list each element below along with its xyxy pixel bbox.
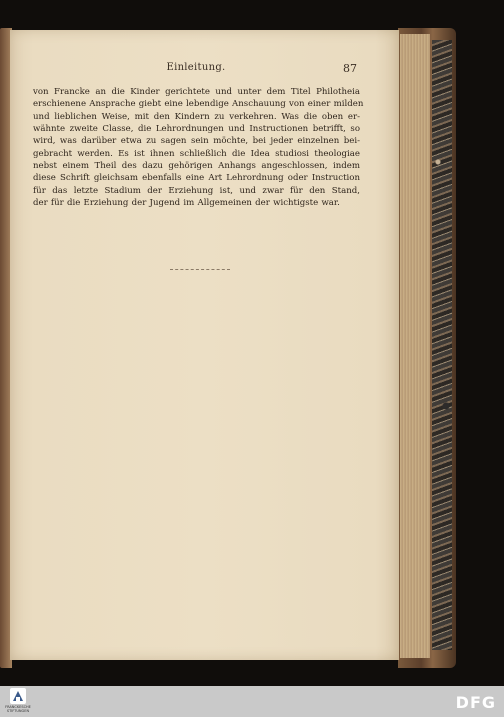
library-logo[interactable] <box>4 688 32 715</box>
text-line: nebst einem Theil des dazu gehörigen Anhangs angeschlossen, indem <box>33 161 360 172</box>
text-line: erschienene Ansprache giebt eine lebendige Anschauung von einer milden <box>33 99 364 110</box>
text-line: wird, was darüber etwa zu sagen sein möchte, bei jeder einzelnen bei- <box>33 136 360 147</box>
page-fore-edge <box>400 34 430 658</box>
running-title: Einleitung. <box>166 62 226 73</box>
text-line: für das letzte Stadium der Erziehung ist, und zwar für den Stand, <box>33 185 360 196</box>
body-text <box>33 86 364 209</box>
marbled-edge <box>432 40 452 650</box>
viewer-footer <box>0 686 504 717</box>
section-divider-ornament <box>170 269 230 274</box>
running-head <box>10 62 399 78</box>
library-emblem-icon <box>10 688 26 704</box>
text-line: diese Schrift gleichsam ebenfalls eine Art Lehrordnung oder Instruction <box>33 173 360 184</box>
text-line: gebracht werden. Es ist ihnen schließlich die Idea studiosi theologiae <box>33 148 360 159</box>
text-line: von Francke an die Kinder gerichtete und unter dem Titel Philotheia <box>33 87 360 97</box>
dfg-logo[interactable]: DFG <box>455 693 496 712</box>
text-line: wähnte zweite Classe, die Lehrordnungen und Instructionen betrifft, so <box>33 124 360 135</box>
library-logo-text: FRANCKESCHE STIFTUNGEN <box>5 705 31 713</box>
text-line: und lieblichen Weise, mit den Kindern zu verkehren. Was die oben er- <box>33 111 360 122</box>
book-page <box>10 30 399 660</box>
page-number: 87 <box>343 62 357 75</box>
text-line: der für die Erziehung der Jugend im Allgemeinen der wichtigste war. <box>33 198 340 209</box>
